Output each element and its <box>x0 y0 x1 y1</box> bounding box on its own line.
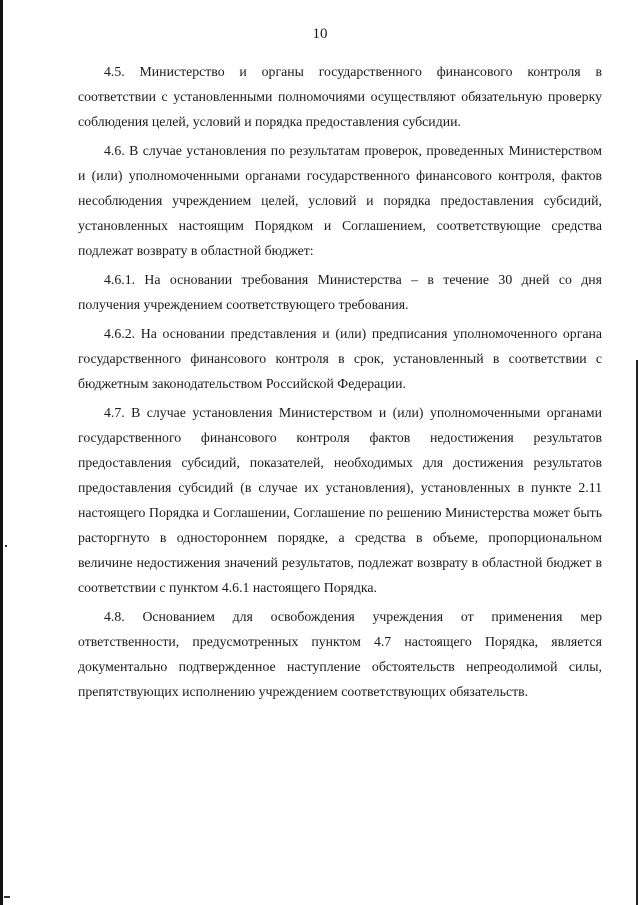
paragraph-4-8: 4.8. Основанием для освобождения учреждения от применения мер ответственности, предусмотренных пунктом 4.7 настоящего Порядка, является документально подтвержденное наступление обстоятельств непреодолимой силы, препятствующих исполнению учреждением соответствующих обязательств. <box>78 609 602 699</box>
page-number: 10 <box>312 26 328 42</box>
scan-speck <box>4 896 10 898</box>
document-body <box>78 59 602 708</box>
paragraph-4-6-1: 4.6.1. На основании требования Министерства – в течение 30 дней со дня получения учреждением соответствующего требования. <box>78 272 602 312</box>
paragraph-4-5: 4.5. Министерство и органы государственного финансового контроля в соответствии с установленными полномочиями осуществляют обязательную проверку соблюдения целей, условий и порядка предоставления субсидии. <box>78 64 602 129</box>
paragraph-4-6-2: 4.6.2. На основании представления и (или) предписания уполномоченного органа государственного финансового контроля в срок, установленный в соответствии с бюджетным законодательством Российской Федерации. <box>78 326 602 391</box>
scan-right-border <box>636 360 638 905</box>
paragraph-4-6: 4.6. В случае установления по результатам проверок, проведенных Министерством и (или) уполномоченными органами государственного финансового контроля, фактов несоблюдения учреждением целей, условий и порядка предоставления субсидий, установленных настоящим Порядком и Соглашением, соответствующие средства подлежат возврату в областной бюджет: <box>78 143 602 258</box>
scan-left-border <box>0 0 3 905</box>
scan-speck <box>5 545 7 547</box>
paragraph-4-7: 4.7. В случае установления Министерством и (или) уполномоченными органами государственного финансового контроля фактов недостижения результатов предоставления субсидий, показателей, необходимых для достижения результатов предоставления субсидий (в случае их установления), установленных в пункте 2.11 настоящего Порядка и Соглашении, Соглашение по решению Министерства может быть расторгнуто в одностороннем порядке, а средства в объеме, пропорциональном величине недостижения значений результатов, подлежат возврату в областной бюджет в соответствии с пунктом 4.6.1 настоящего Порядка. <box>78 405 602 595</box>
